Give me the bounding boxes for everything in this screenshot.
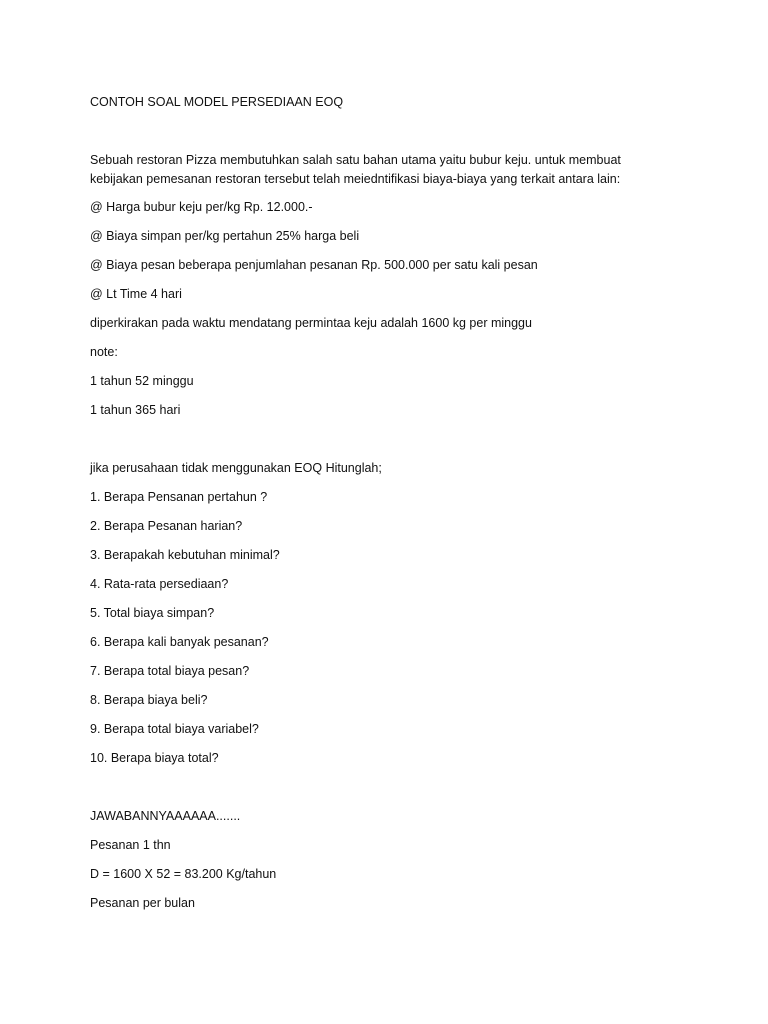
note-label: note: [90, 345, 118, 359]
answer-line: Pesanan 1 thn [90, 838, 171, 852]
questions-intro: jika perusahaan tidak menggunakan EOQ Hitunglah; [90, 461, 382, 475]
note-line: 1 tahun 365 hari [90, 403, 181, 417]
answer-line: D = 1600 X 52 = 83.200 Kg/tahun [90, 867, 277, 881]
question-item: 10. Berapa biaya total? [90, 751, 219, 765]
question-item: 2. Berapa Pesanan harian? [90, 519, 243, 533]
cost-item-ordering: @ Biaya pesan beberapa penjumlahan pesanan Rp. 500.000 per satu kali pesan [90, 258, 538, 272]
question-item: 1. Berapa Pensanan pertahun ? [90, 490, 268, 504]
intro-paragraph-line-1: Sebuah restoran Pizza membutuhkan salah satu bahan utama yaitu bubur keju. untuk membuat [90, 153, 621, 167]
question-item: 7. Berapa total biaya pesan? [90, 664, 250, 678]
document-title: CONTOH SOAL MODEL PERSEDIAAN EOQ [90, 95, 344, 109]
question-item: 4. Rata-rata persediaan? [90, 577, 229, 591]
question-item: 5. Total biaya simpan? [90, 606, 215, 620]
cost-item-lead-time: @ Lt Time 4 hari [90, 287, 182, 301]
cost-item-price: @ Harga bubur keju per/kg Rp. 12.000.- [90, 200, 313, 214]
note-line: 1 tahun 52 minggu [90, 374, 194, 388]
question-item: 6. Berapa kali banyak pesanan? [90, 635, 269, 649]
answer-heading: JAWABANNYAAAAAA....... [90, 809, 241, 823]
question-item: 9. Berapa total biaya variabel? [90, 722, 259, 736]
intro-paragraph-line-2: kebijakan pemesanan restoran tersebut telah meiedntifikasi biaya-biaya yang terkait antara lain: [90, 172, 621, 186]
question-item: 3. Berapakah kebutuhan minimal? [90, 548, 280, 562]
cost-item-holding: @ Biaya simpan per/kg pertahun 25% harga beli [90, 229, 360, 243]
demand-statement: diperkirakan pada waktu mendatang permintaa keju adalah 1600 kg per minggu [90, 316, 532, 330]
question-item: 8. Berapa biaya beli? [90, 693, 208, 707]
answer-line: Pesanan per bulan [90, 896, 195, 910]
